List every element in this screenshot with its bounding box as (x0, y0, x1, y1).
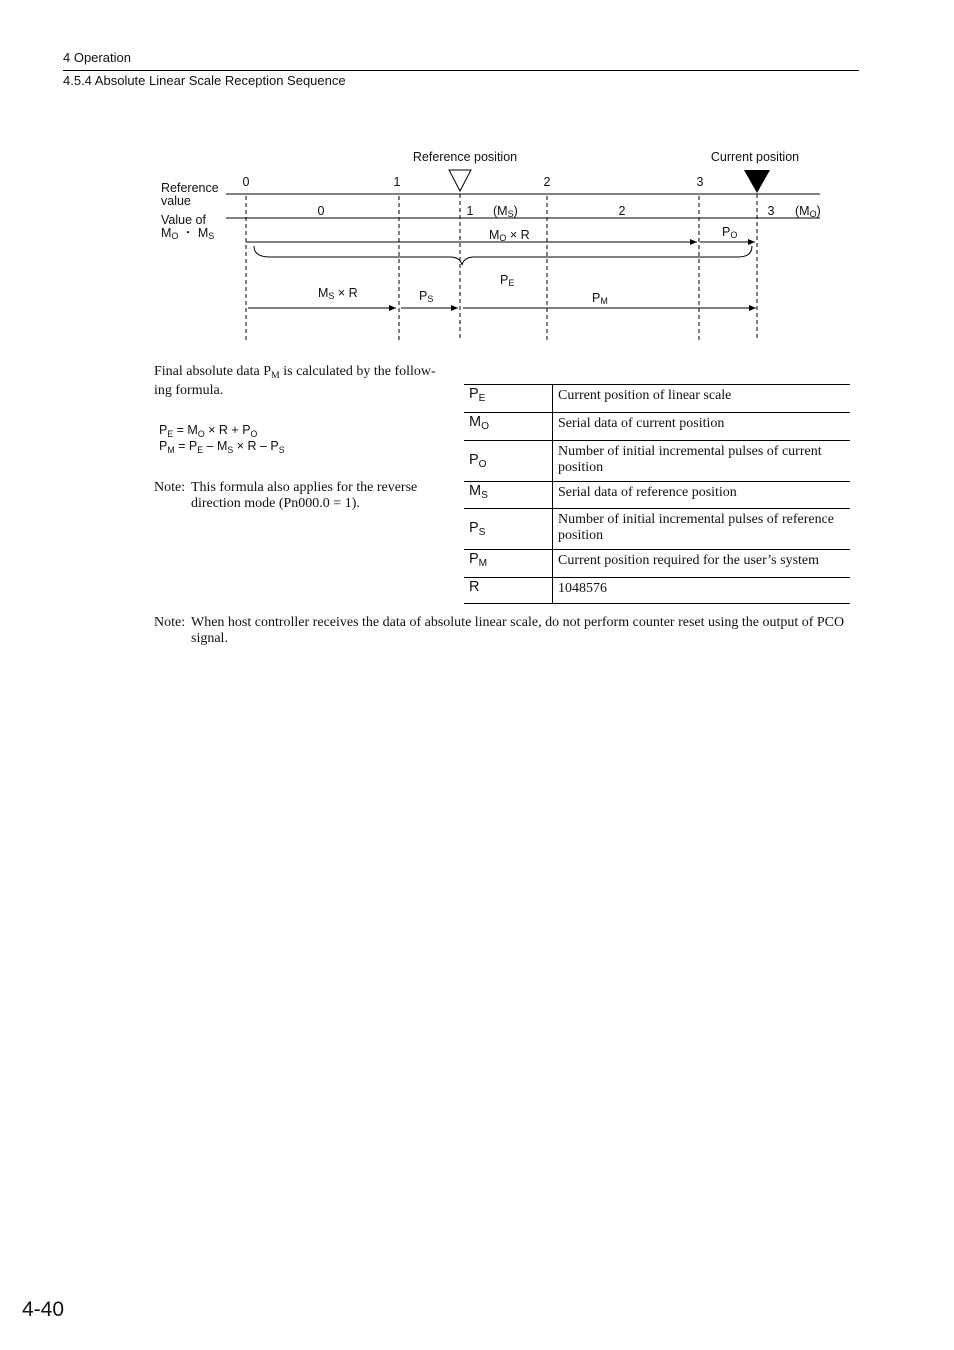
reverse-mode-note (154, 480, 454, 512)
value-tick-1: 1 (466, 204, 474, 218)
description-cell: Serial data of reference position (553, 482, 851, 509)
note-text: When host controller receives the data of absolute linear scale, do not perform counter reset using the output of PCO signal. (191, 615, 845, 646)
current-position-marker (744, 170, 770, 193)
value-of-label-2: MO ・ MS (161, 226, 215, 241)
description-cell: Current position of linear scale (553, 385, 851, 413)
symbol-cell: $P_E$ (464, 385, 553, 413)
formula-pe: $P_E = M_O \times R + P_O$ (159, 423, 258, 439)
ref-tick-1: 1 (393, 175, 401, 189)
symbol-cell: $P_M$ (464, 550, 553, 578)
reference-value-label-2: value (161, 194, 191, 208)
section-header: 4.5.4 Absolute Linear Scale Reception Sequence (63, 73, 346, 88)
reference-value-label-1: Reference (161, 181, 219, 195)
symbol-definition-table (464, 384, 850, 604)
intro-paragraph (154, 362, 450, 400)
intro-text-1: Final absolute data P (154, 364, 272, 379)
mo-x-r-label: MO × R (489, 228, 530, 243)
symbol-cell: $M_S$ (464, 482, 553, 509)
symbol-cell: $P_O$ (464, 441, 553, 482)
intro-sub: M (271, 370, 280, 381)
mo-marker-label: (MO) (795, 204, 821, 219)
description-cell: Serial data of current position (553, 413, 851, 441)
position-diagram (0, 0, 954, 360)
value-tick-3: 3 (767, 204, 775, 218)
formula-block (159, 422, 285, 454)
po-label: PO (722, 225, 738, 240)
symbol-cell: $M_O$ (464, 413, 553, 441)
reference-position-marker (449, 170, 471, 191)
ms-marker-label: (MS) (493, 204, 518, 219)
note-text: This formula also applies for the reverse direction mode (Pn000.0 = 1). (191, 480, 418, 511)
note-label: Note: (154, 480, 186, 495)
ref-tick-0: 0 (242, 175, 250, 189)
ms-x-r-label: MS × R (318, 286, 358, 301)
table-row (464, 385, 850, 413)
table-row (464, 550, 850, 578)
pe-label: PE (500, 273, 515, 288)
table-row (464, 441, 850, 482)
chapter-header: 4 Operation (63, 50, 131, 65)
value-tick-2: 2 (618, 204, 626, 218)
pm-label: PM (592, 291, 608, 306)
value-tick-0: 0 (317, 204, 325, 218)
ref-tick-3: 3 (696, 175, 704, 189)
note-label: Note: (154, 615, 186, 630)
table-row (464, 482, 850, 509)
table-row (464, 509, 850, 550)
description-cell: Number of initial incremental pulses of reference position (553, 509, 851, 550)
intro-text-2: is calculated by the follow-ing formula. (154, 364, 436, 398)
symbol-cell: R (464, 578, 553, 604)
description-cell: 1048576 (553, 578, 851, 604)
reference-position-label: Reference position (412, 150, 518, 164)
description-cell: Number of initial incremental pulses of current position (553, 441, 851, 482)
table-row (464, 413, 850, 441)
pe-brace (254, 246, 752, 265)
description-cell: Current position required for the user’s system (553, 550, 851, 578)
current-position-label: Current position (710, 150, 800, 164)
pco-note (154, 615, 858, 647)
value-of-label-1: Value of (161, 213, 206, 227)
symbol-cell: $P_S$ (464, 509, 553, 550)
page-number: 4-40 (22, 1298, 65, 1321)
table-row (464, 578, 850, 604)
formula-pm: $P_M = P_E - M_S \times R - P_S$ (159, 439, 285, 455)
ps-label: PS (419, 289, 434, 304)
ref-tick-2: 2 (543, 175, 551, 189)
